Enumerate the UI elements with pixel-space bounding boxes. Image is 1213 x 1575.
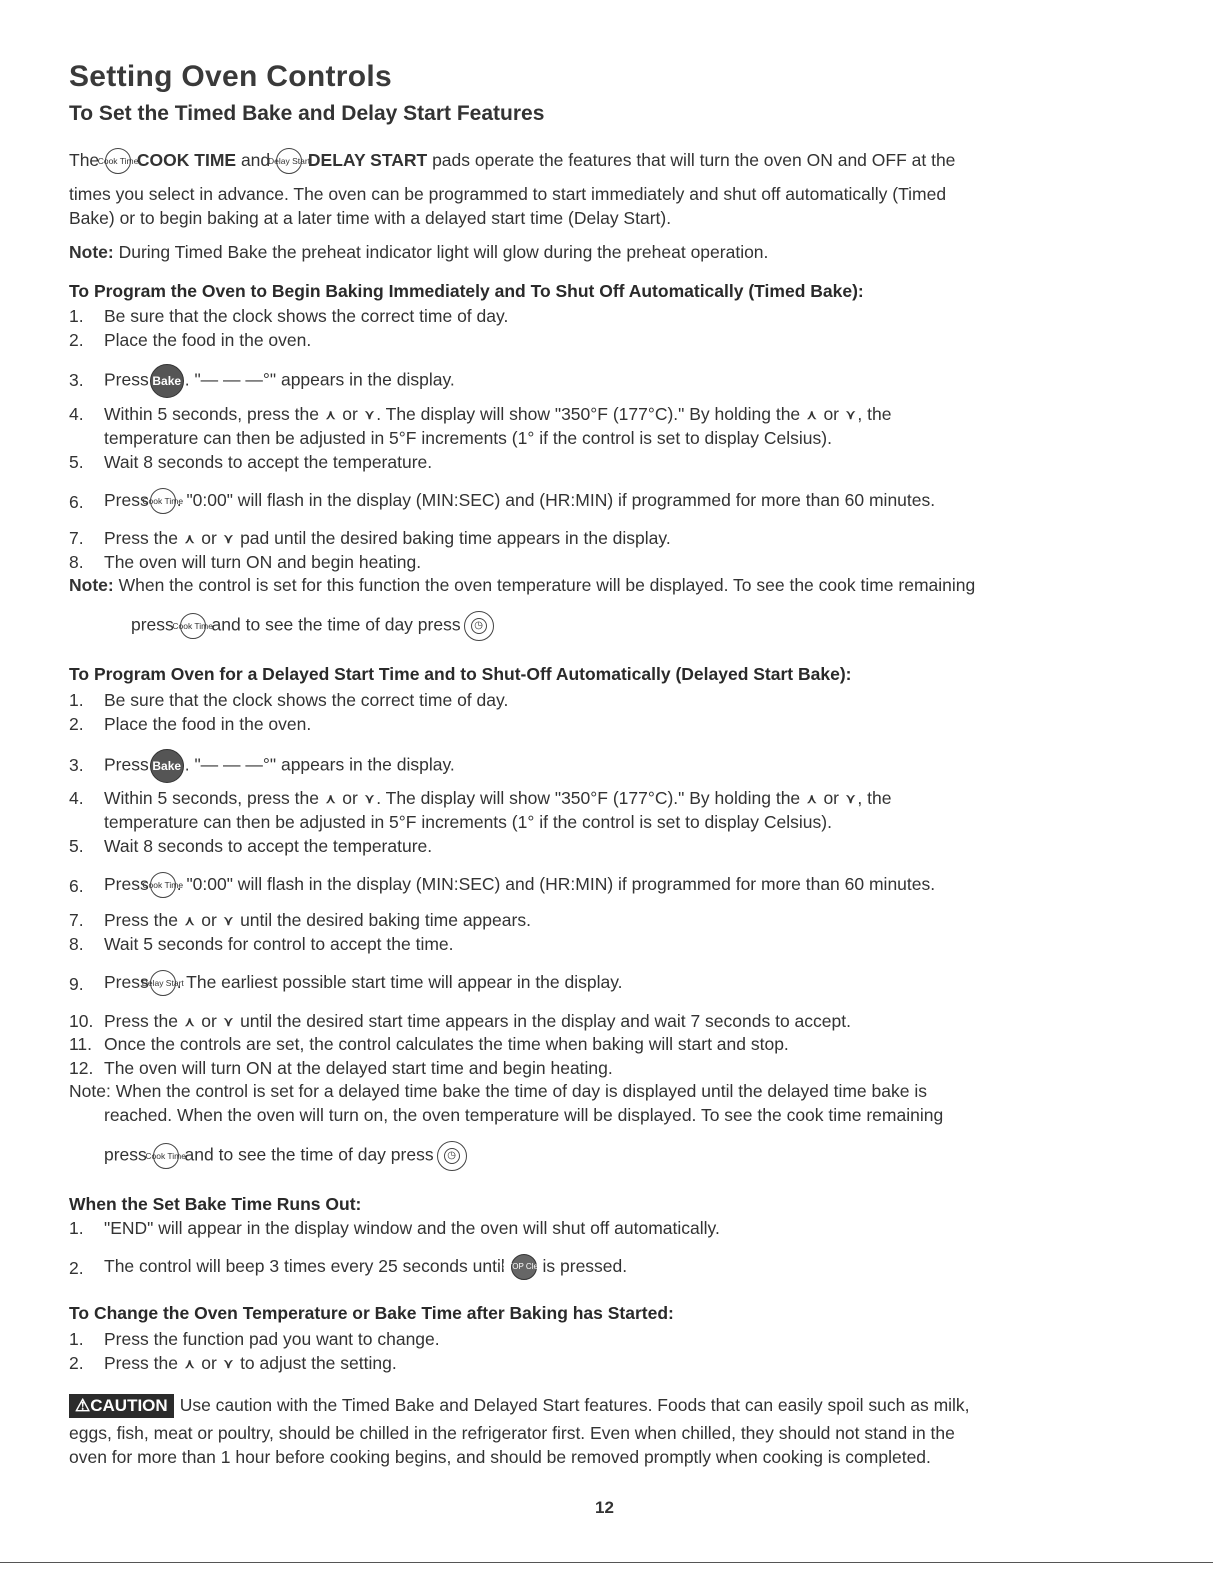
step-4-cont: temperature can then be adjusted in 5°F increments (1° if the control is set to display Celsius). <box>104 428 832 448</box>
up-arrow-icon: ⋏ <box>325 791 336 807</box>
cook-time-pad-icon: Cook Time <box>150 488 176 514</box>
step-9: PressDelay Start. The earliest possible start time will appear in the display. <box>104 970 623 996</box>
step-1: Be sure that the clock shows the correct time of day. <box>104 306 509 326</box>
up-arrow-icon: ⋏ <box>184 1356 195 1372</box>
delay-start-pad-icon: Delay Start <box>276 148 302 174</box>
step-10: Press the ⋏ or ⋎ until the desired start time appears in the display and wait 7 seconds to accept. <box>104 1009 851 1034</box>
up-arrow-icon: ⋏ <box>184 531 195 547</box>
step-2: The control will beep 3 times every 25 seconds until STOP Clear is pressed. <box>104 1254 627 1280</box>
down-arrow-icon: ⋎ <box>845 791 856 807</box>
caution-line-1: ⚠CAUTION Use caution with the Timed Bake and Delayed Start features. Foods that can easily spoil such as milk, <box>69 1393 970 1418</box>
step-6: PressCook Time. "0:00" will flash in the display (MIN:SEC) and (HR:MIN) if programmed for more than 60 minutes. <box>104 488 935 514</box>
up-arrow-icon: ⋏ <box>325 407 336 423</box>
down-arrow-icon: ⋎ <box>364 791 375 807</box>
page-subtitle: To Set the Timed Bake and Delay Start Features <box>69 102 545 125</box>
step-8: Wait 5 seconds for control to accept the time. <box>104 934 454 954</box>
step-4-cont: temperature can then be adjusted in 5°F increments (1° if the control is set to display Celsius). <box>104 812 832 832</box>
step-7: Press the ⋏ or ⋎ pad until the desired baking time appears in the display. <box>104 526 671 551</box>
step-5: Wait 8 seconds to accept the temperature. <box>104 452 433 472</box>
clock-icon: ◷ <box>437 1141 467 1171</box>
bottom-rule <box>0 1562 1213 1563</box>
step-12: The oven will turn ON at the delayed start time and begin heating. <box>104 1058 613 1078</box>
step-5: Wait 8 seconds to accept the temperature. <box>104 836 433 856</box>
intro-note: Note: During Timed Bake the preheat indicator light will glow during the preheat operation. <box>69 242 769 262</box>
down-arrow-icon: ⋎ <box>845 407 856 423</box>
manual-page: Setting Oven Controls To Set the Timed Bake and Delay Start Features The Cook Time COOK TIME and Delay Start DELAY START pads operate the features that will turn the oven ON and OFF at the times you select in advance. The oven can be programmed to start immediately and shut off automatically (Timed Bake) or to begin baking at a later time with a delayed start time (Delay Start). Note: During Timed Bake the preheat indicator light will glow during the preheat operation. To Program the Oven to Begin Baking Immediately and To Shut Off Automatically (Timed Bake): 1. Be sure that the clock shows the correct time of day. 2. Place the food in the oven. 3. Press Bake . "— — —°" appears in the display. 4. Within 5 seconds, press the ⋏ or ⋎ . The display will show "350°F (177°C)." By holding the ⋏ or ⋎ , the temperature can then be adjusted in 5°F increments (1° if the control is set to display Celsius). 5. Wait 8 seconds to accept the temperature. 6. PressCook Time. "0:00" will flash in the display (MIN:SEC) and (HR:MIN) if programmed for more than 60 minutes. 7. Press the ⋏ or ⋎ pad until the desired baking time appears in the display. 8. The oven will turn ON and begin heating. Note: When the control is set for this function the oven temperature will be displayed. To see the cook time remaining press Cook Time and to see the time of day press ◷ To Program Oven for a Delayed Start Time and to Shut-Off Automatically (Delayed Start Bake): 1. Be sure that the clock shows the correct time of day. 2. Place the food in the oven. 3. Press Bake . "— — —°" appears in the display. 4. Within 5 seconds, press the ⋏ or ⋎ . The display will show "350°F (177°C)." By holding the ⋏ or ⋎ , the temperature can then be adjusted in 5°F increments (1° if the control is set to display Celsius). 5. Wait 8 seconds to accept the temperature. 6. PressCook Time. "0:00" will flash in the display (MIN:SEC) and (HR:MIN) if programmed for more than 60 minutes. 7. Press the ⋏ or ⋎ until the desired baking time appears. 8. Wait 5 seconds for control to accept the time. 9. PressDelay Start. The earliest possible start time will appear in the display. 10. Press the ⋏ or ⋎ until the desired start time appears in the display and wait 7 seconds to accept. 11. Once the controls are set, the control calculates the time when baking will start and stop. 12. The oven will turn ON at the delayed start time and begin heating. Note: When the control is set for a delayed time bake the time of day is displayed until the delayed time bake is reached. When the oven will turn on, the oven temperature will be displayed. To see the cook time remaining press Cook Time and to see the time of day press ◷ When the Set Bake Time Runs Out: 1. "END" will appear in the display window and the oven will shut off automatically. 2. The control will beep 3 times every 25 seconds until STOP Clear is pressed. To Change the Oven Temperature or Bake Time after Baking has Started: 1. Press the function pad you want to change. 2. Press the ⋏ or ⋎ to adjust the setting. ⚠CAUTION Use caution with the Timed Bake and Delayed Start features. Foods that can easily spoil such as milk, eggs, fish, meat or poultry, should be chilled in the refrigerator first. Even when chilled, they should not stand in the oven for more than 1 hour before cooking begins, and should be removed promptly when cooking is completed. 12 <box>0 0 1213 1575</box>
cook-time-pad-icon: Cook Time <box>105 148 131 174</box>
step-1: Press the function pad you want to change. <box>104 1329 440 1349</box>
down-arrow-icon: ⋎ <box>223 1356 234 1372</box>
step-8: The oven will turn ON and begin heating. <box>104 552 422 572</box>
section1-note: Note: When the control is set for this function the oven temperature will be displayed. To see the cook time remaining <box>69 575 976 595</box>
section2-note-2: reached. When the oven will turn on, the oven temperature will be displayed. To see the cook time remaining <box>104 1105 944 1125</box>
page-title: Setting Oven Controls <box>69 60 392 93</box>
up-arrow-icon: ⋏ <box>184 1014 195 1030</box>
delay-start-pad-icon: Delay Start <box>150 970 176 996</box>
section2-note-1: Note: When the control is set for a delayed time bake the time of day is displayed until the delayed time bake is <box>69 1081 927 1101</box>
intro-line-2: times you select in advance. The oven can be programmed to start immediately and shut off automatically (Timed <box>69 184 947 204</box>
down-arrow-icon: ⋎ <box>223 913 234 929</box>
up-arrow-icon: ⋏ <box>807 791 817 807</box>
section-heading-delayed-start: To Program Oven for a Delayed Start Time and to Shut-Off Automatically (Delayed Start Bake): <box>69 664 852 684</box>
intro-line-1: The Cook Time COOK TIME and Delay Start DELAY START pads operate the features that will turn the oven ON and OFF at the <box>69 148 955 174</box>
cook-time-pad-icon: Cook Time <box>153 1143 179 1169</box>
step-6: PressCook Time. "0:00" will flash in the display (MIN:SEC) and (HR:MIN) if programmed for more than 60 minutes. <box>104 872 935 898</box>
step-2: Press the ⋏ or ⋎ to adjust the setting. <box>104 1351 397 1376</box>
section1-note-2: press Cook Time and to see the time of day press ◷ <box>131 611 494 641</box>
step-1: Be sure that the clock shows the correct time of day. <box>104 690 509 710</box>
step-3: Press Bake . "— — —°" appears in the display. <box>104 749 455 783</box>
step-2: Place the food in the oven. <box>104 714 312 734</box>
cook-time-pad-icon: Cook Time <box>150 872 176 898</box>
caution-line-3: oven for more than 1 hour before cooking begins, and should be removed promptly when cooking is completed. <box>69 1447 931 1467</box>
step-3: Press Bake . "— — —°" appears in the display. <box>104 364 455 398</box>
step-4: Within 5 seconds, press the ⋏ or ⋎ . The display will show "350°F (177°C)." By holding the ⋏ or ⋎ , the <box>104 402 891 427</box>
step-11: Once the controls are set, the control calculates the time when baking will start and stop. <box>104 1034 789 1054</box>
bake-pad-icon: Bake <box>150 749 184 783</box>
section2-note-3: press Cook Time and to see the time of day press ◷ <box>104 1141 467 1171</box>
bake-pad-icon: Bake <box>150 364 184 398</box>
intro-line-3: Bake) or to begin baking at a later time with a delayed start time (Delay Start). <box>69 208 672 228</box>
step-1: "END" will appear in the display window and the oven will shut off automatically. <box>104 1218 720 1238</box>
step-7: Press the ⋏ or ⋎ until the desired baking time appears. <box>104 908 531 933</box>
section-heading-bake-time-runs-out: When the Set Bake Time Runs Out: <box>69 1194 362 1214</box>
clock-icon: ◷ <box>464 611 494 641</box>
stop-clear-pad-icon: STOP Clear <box>511 1254 537 1280</box>
cook-time-pad-icon: Cook Time <box>180 613 206 639</box>
caution-badge: ⚠CAUTION <box>69 1394 174 1418</box>
step-2: Place the food in the oven. <box>104 330 312 350</box>
section-heading-timed-bake: To Program the Oven to Begin Baking Immediately and To Shut Off Automatically (Timed Bake): <box>69 281 864 301</box>
section-heading-change-temp: To Change the Oven Temperature or Bake Time after Baking has Started: <box>69 1303 674 1323</box>
down-arrow-icon: ⋎ <box>364 407 375 423</box>
page-number: 12 <box>595 1498 614 1517</box>
down-arrow-icon: ⋎ <box>223 1014 234 1030</box>
up-arrow-icon: ⋏ <box>184 913 195 929</box>
up-arrow-icon: ⋏ <box>807 407 817 423</box>
caution-line-2: eggs, fish, meat or poultry, should be chilled in the refrigerator first. Even when chilled, they should not stand in the <box>69 1423 955 1443</box>
step-4: Within 5 seconds, press the ⋏ or ⋎ . The display will show "350°F (177°C)." By holding the ⋏ or ⋎ , the <box>104 786 891 811</box>
down-arrow-icon: ⋎ <box>223 531 234 547</box>
